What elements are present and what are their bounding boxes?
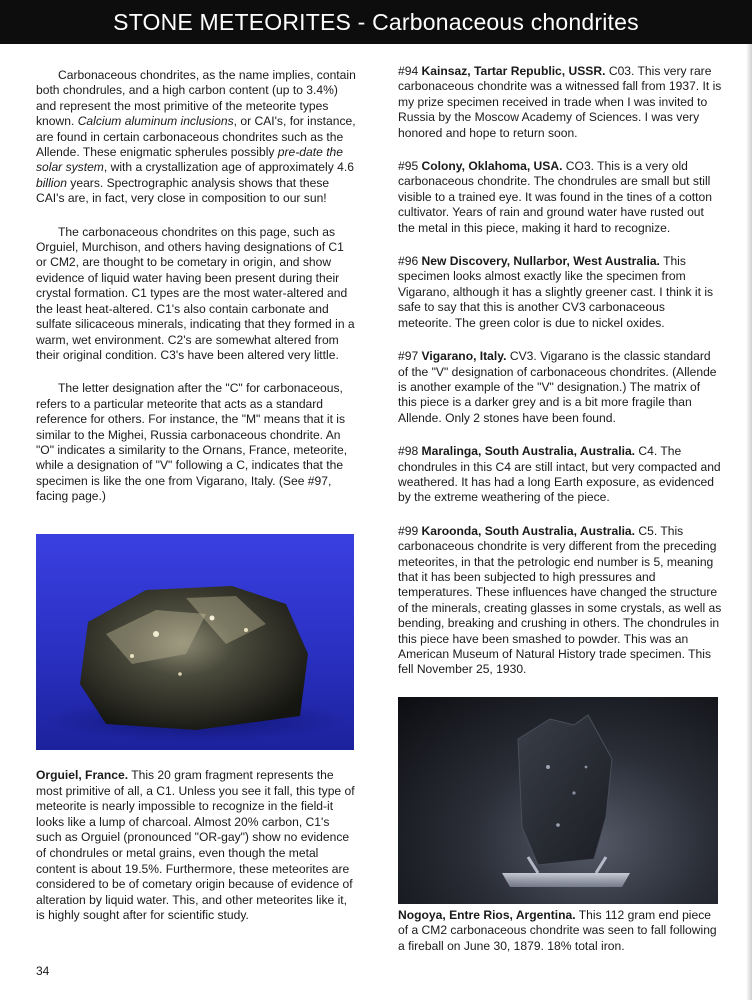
intro-paragraph (36, 68, 356, 207)
entry-body: C4. The chondrules in this C4 are still intact, but very compacted and weathered. It has had a long Earth exposure, as evidenced by the extreme weathering of the piece. (398, 444, 721, 505)
orguiel-caption-body: This 20 gram fragment represents the most primitive of all, a C1. Unless you see it fall, this type of meteorite is nearly impossible to recognize in the field-it looks like a lump of charcoal. Almost 20% carbon, C1's such as Orguiel (pronounced "OR-gay") show no evidence of chondrules or metal grains, even though the metal content is about 19.5%. Furthermore, these meteorites are considered to be of cometary origin because of evidence of alteration by liquid water. This, and other meteorites like it, is highly sought after for scientific study. (36, 768, 355, 923)
text-run: years. Spectrographic analysis shows that these CAI's are, in fact, very close in composition to our sun! (36, 175, 330, 206)
entry-body: CO3. This is a very old carbonaceous chondrite. The chondrules are small but still visible to a trained eye. It was found in the tines of a cotton cultivator. Years of rain and ground water have rusted out the metal in this piece, making it hard to recognize. (398, 159, 712, 235)
text-run: Carbonaceous chondrites, as the name implies, contain both chondrules, and a high carbon content (up to 3.4%) and represent the most primitive of the meteorite types known. (36, 68, 356, 129)
orguiel-caption-title: Orguiel, France. (36, 768, 129, 782)
text-run: , or CAI's, for instance, are found in certain carbonaceous chondrites such as the Allende. These enigmatic spherules possibly (36, 114, 356, 160)
orguiel-caption (36, 768, 356, 924)
entry-name: Kainsaz, Tartar Republic, USSR. (421, 64, 606, 78)
entry-body: C5. This carbonaceous chondrite is very different from the preceding meteorites, in that the petrologic end number is 5, meaning that it has been subjected to high pressures and temperatures. These influences have changed the structure of the minerals, creating glasses in some crystals, as well as bending, breaking and crushing in others. The chondrules in this piece have been smashed to powder. This was an American Museum of Natural History trade specimen. This fell November 25, 1930. (398, 523, 722, 677)
designation-paragraph: The letter designation after the "C" for carbonaceous, refers to a particular meteorite that acts as a standard reference for others. For instance, the "M" means that it is similar to the Mighei, Russia carbonaceous chondrite. An "O" indicates a similarity to the Ornans, France, meteorite, while a designation of "V" following a C, indicates that the specimen is like the one from Vigarano, Italy. (See #97, facing page.) (36, 381, 348, 504)
italic-phrase: billion (36, 175, 67, 190)
meteorite-entry (398, 349, 722, 426)
text-run: , with a crystallization age of approximately 4.6 (103, 160, 354, 175)
meteorite-entry (398, 524, 722, 678)
page-number: 34 (36, 964, 50, 978)
origin-paragraph: The carbonaceous chondrites on this page, such as Orguiel, Murchison, and others having designations of C1 or CM2, are thought to be cometary in origin, and show evidence of liquid water having been present during their crystal formation. C1 types are the most water-altered and the least heat-altered. C1's also contain carbonate and sulfate silicaceous minerals, indicating that they formed in a warm, wet environment. C2's are somewhat altered from their original condition. C3's have been altered very little. (36, 224, 355, 362)
nogoya-caption-title: Nogoya, Entre Rios, Argentina. (398, 908, 576, 922)
entry-number: #99 (398, 523, 422, 538)
meteorite-entry (398, 254, 722, 331)
orguiel-meteorite-photo (36, 534, 354, 750)
page-header (0, 0, 752, 44)
entry-body: C03. This very rare carbonaceous chondrite was a witnessed fall from 1937. It is my prize specimen received in trade when I was invited to Russia by the Moscow Academy of Sciences. I was very honored and hope to return soon. (398, 64, 722, 140)
entry-name: Vigarano, Italy. (421, 349, 507, 364)
left-column (36, 68, 356, 523)
page-title: STONE METEORITES - Carbonaceous chondrites (113, 9, 639, 35)
meteorite-entry (398, 159, 722, 236)
entry-number: #98 (398, 444, 422, 459)
entry-name: Maralinga, South Australia, Australia. (421, 444, 636, 459)
page-edge-shadow (746, 44, 752, 1000)
entry-name: Karoonda, South Australia, Australia. (421, 523, 636, 538)
meteorite-entry (398, 444, 722, 506)
italic-phrase: pre-date the solar system (36, 145, 344, 175)
italic-phrase: Calcium aluminum inclusions (77, 114, 234, 129)
nogoya-caption (398, 908, 722, 954)
entry-name: New Discovery, Nullarbor, West Australia. (421, 254, 660, 269)
entry-number: #94 (398, 64, 422, 78)
entry-number: #96 (398, 254, 422, 269)
meteorite-entry (398, 64, 722, 141)
entry-number: #95 (398, 159, 422, 174)
entry-name: Colony, Oklahoma, USA. (421, 159, 563, 174)
nogoya-caption-body: This 112 gram end piece of a CM2 carbonaceous chondrite was seen to fall following a fireball on June 30, 1879. 18% total iron. (398, 908, 717, 953)
entry-body: This specimen looks almost exactly like the specimen from Vigarano, although it has a slightly greener cast. I think it is safe to say that this is another CV3 carbonaceous meteorite. The green color is due to nickel oxides. (398, 254, 714, 330)
right-column (398, 64, 722, 696)
nogoya-meteorite-photo (398, 697, 718, 904)
entry-body: CV3. Vigarano is the classic standard of the "V" designation of carbonaceous chondrites. (Allende is another example of the "V" designation.) The matrix of this piece is a darker grey and is a bit more fragile than Allende. Only 2 stones have been found. (398, 349, 717, 425)
entry-number: #97 (398, 349, 422, 364)
